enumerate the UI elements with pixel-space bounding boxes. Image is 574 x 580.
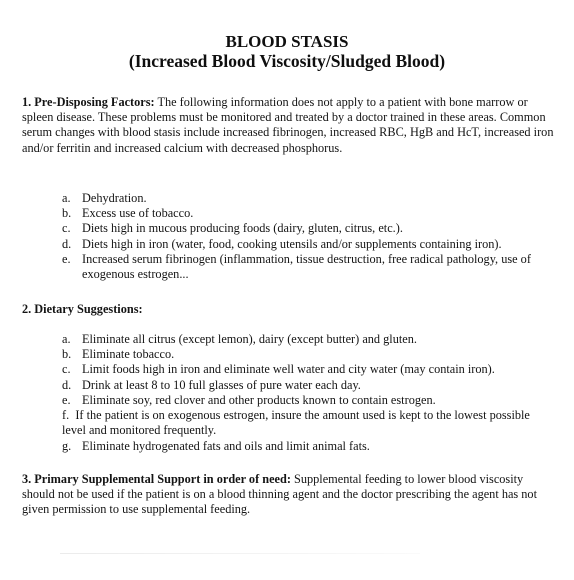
list-item — [62, 221, 562, 236]
list-item — [62, 237, 562, 252]
list-item-text: Limit foods high in iron and eliminate well water and city water (may contain iron). — [82, 362, 495, 377]
list-item-text: Diets high in mucous producing foods (dairy, gluten, citrus, etc.). — [82, 221, 403, 236]
section-1-list — [62, 191, 562, 282]
document-subtitle: (Increased Blood Viscosity/Sludged Blood) — [128, 51, 446, 71]
list-item — [62, 206, 562, 221]
section-3-text: Supplemental feeding to lower blood viscosity should not be used if the patient is on a blood thinning agent and the doctor prescribing the agent has not given permission to use supplemental feeding. — [22, 472, 537, 517]
list-item-text: Increased serum fibrinogen (inflammation, tissue destruction, free radical pathology, use of exogenous estrogen... — [82, 251, 531, 282]
list-item-text: Eliminate soy, red clover and other products known to contain estrogen. — [82, 392, 436, 407]
section-1-heading: 1. Pre-Disposing Factors: — [22, 95, 155, 109]
list-marker: f. — [62, 408, 70, 422]
list-item — [62, 378, 562, 393]
list-item — [62, 393, 562, 408]
section-3-heading: 3. Primary Supplemental Support in order of need: — [22, 472, 291, 486]
list-marker: b. — [62, 206, 72, 221]
section-2-list — [62, 332, 562, 408]
list-marker: d. — [62, 377, 72, 392]
list-item — [62, 347, 562, 362]
document-title: BLOOD STASIS — [225, 32, 349, 51]
list-marker: c. — [62, 221, 71, 236]
list-item — [62, 191, 562, 206]
section-1-paragraph — [22, 95, 558, 156]
list-marker: b. — [62, 347, 72, 362]
section-1-text: The following information does not apply to a patient with bone marrow or spleen disease. These problems must be monitored and treated by a doctor trained in these areas. Common serum changes with blood stasis include increased fibrinogen, increased RBC, HgB and HcT, increased iron and/or ferritin and increased calcium with decreased phosphorus. — [22, 95, 554, 155]
list-item — [62, 439, 562, 454]
list-marker: e. — [62, 251, 71, 266]
list-item-text: Eliminate hydrogenated fats and oils and limit animal fats. — [82, 439, 370, 453]
section-2-item-f — [62, 408, 554, 438]
list-item-text: Eliminate tobacco. — [82, 347, 175, 362]
list-item — [62, 252, 562, 282]
list-item-text: Eliminate all citrus (except lemon), dairy (except butter) and gluten. — [82, 332, 417, 346]
section-3-paragraph — [22, 472, 558, 518]
list-item-text: Dehydration. — [82, 191, 147, 205]
list-item-text: If the patient is on exogenous estrogen, insure the amount used is kept to the lowest possible level and monitored frequently. — [62, 408, 530, 438]
list-marker: a. — [62, 332, 71, 346]
list-item — [62, 362, 562, 377]
list-marker: c. — [62, 362, 71, 377]
list-marker: a. — [62, 191, 71, 205]
list-item-text: Drink at least 8 to 10 full glasses of pure water each day. — [82, 377, 361, 392]
section-2-list-end — [62, 439, 562, 454]
list-item-text: Diets high in iron (water, food, cooking utensils and/or supplements containing iron). — [82, 236, 502, 251]
list-item — [62, 332, 562, 347]
page-bottom-artifact — [60, 553, 420, 554]
list-marker: e. — [62, 392, 71, 407]
section-2-heading: 2. Dietary Suggestions: — [22, 302, 143, 316]
list-marker: g. — [62, 439, 72, 453]
list-marker: d. — [62, 236, 72, 251]
list-item-text: Excess use of tobacco. — [82, 206, 194, 221]
